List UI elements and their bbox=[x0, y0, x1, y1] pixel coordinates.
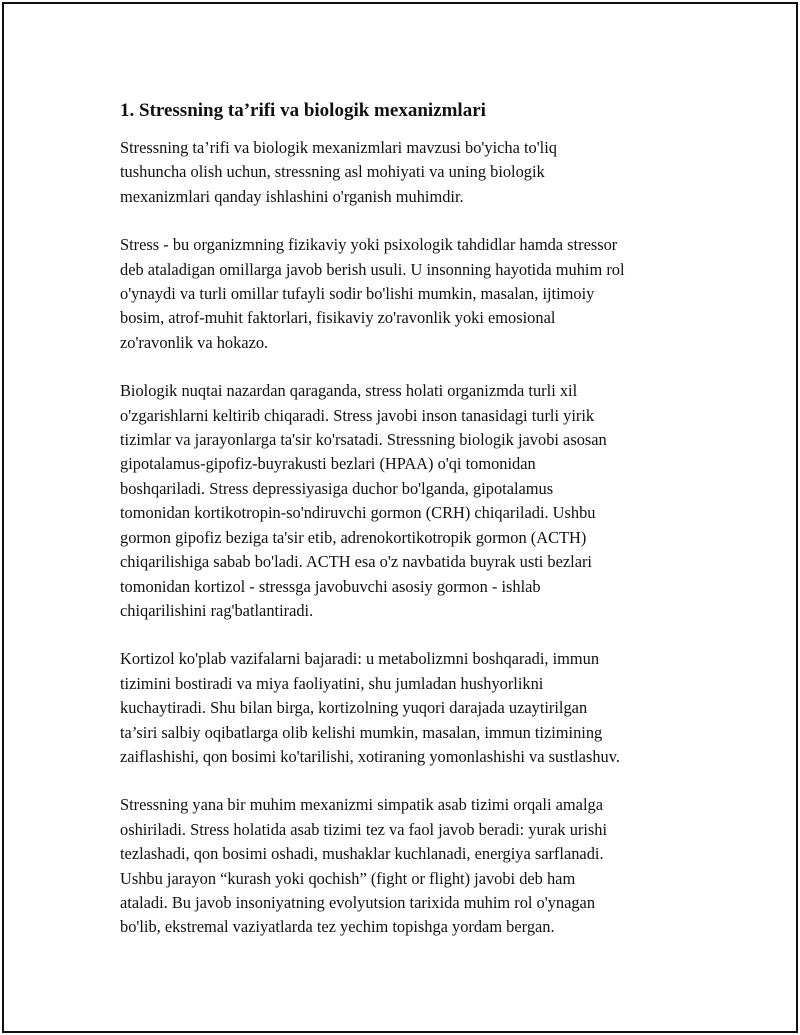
text-line: o'zgarishlarni keltirib chiqaradi. Stress javobi inson tanasidagi turli yirik bbox=[120, 405, 595, 425]
page-frame bbox=[2, 2, 798, 1033]
paragraph-intro bbox=[120, 136, 720, 209]
document-body bbox=[120, 98, 720, 940]
text-line: kuchaytiradi. Shu bilan birga, kortizolning yuqori darajada uzaytirilgan bbox=[120, 698, 588, 718]
text-line: tomonidan kortizol - stressga javobuvchi asosiy gormon - ishlab bbox=[120, 576, 541, 596]
text-line: ataladi. Bu javob insoniyatning evolyutsion tarixida muhim rol o'ynagan bbox=[120, 892, 596, 912]
text-line: tushuncha olish uchun, stressning asl mohiyati va uning biologik bbox=[120, 162, 545, 182]
text-line: tomonidan kortikotropin-so'ndiruvchi gormon (CRH) chiqariladi. Ushbu bbox=[120, 503, 596, 523]
text-line: boshqariladi. Stress depressiyasiga duchor bo'lganda, gipotalamus bbox=[120, 478, 554, 498]
text-line: Stressning yana bir muhim mexanizmi simpatik asab tizimi orqali amalga bbox=[120, 795, 603, 815]
paragraph-biological-view bbox=[120, 379, 720, 623]
text-line: Ushbu jarayon “kurash yoki qochish” (fight or flight) javobi deb ham bbox=[120, 868, 576, 888]
text-line: chiqarilishini rag'batlantiradi. bbox=[120, 600, 314, 620]
text-line: o'ynaydi va turli omillar tufayli sodir bo'lishi mumkin, masalan, ijtimoiy bbox=[120, 284, 595, 304]
paragraph-cortisol bbox=[120, 647, 720, 769]
text-line: mexanizmlari qanday ishlashini o'rganish muhimdir. bbox=[120, 186, 464, 206]
text-line: ta’siri salbiy oqibatlarga olib kelishi mumkin, masalan, immun tizimining bbox=[120, 722, 603, 742]
text-line: tizimini bostiradi va miya faoliyatini, shu jumladan hushyorlikni bbox=[120, 673, 544, 693]
text-line: Stress - bu organizmning fizikaviy yoki psixologik tahdidlar hamda stressor bbox=[120, 235, 618, 255]
text-line: gormon gipofiz beziga ta'sir etib, adrenokortikotropik gormon (ACTH) bbox=[120, 527, 587, 547]
section-heading: 1. Stressning ta’rifi va biologik mexanizmlari bbox=[120, 100, 486, 121]
text-line: Biologik nuqtai nazardan qaraganda, stress holati organizmda turli xil bbox=[120, 381, 578, 401]
text-line: Stressning ta’rifi va biologik mexanizmlari mavzusi bo'yicha to'liq bbox=[120, 138, 557, 157]
text-line: oshiriladi. Stress holatida asab tizimi tez va faol javob beradi: yurak urishi bbox=[120, 819, 608, 839]
text-line: deb ataladigan omillarga javob berish usuli. U insonning hayotida muhim rol bbox=[120, 259, 625, 279]
text-line: gipotalamus-gipofiz-buyrakusti bezlari (HPAA) o'qi tomonidan bbox=[120, 454, 536, 474]
text-line: bo'lib, ekstremal vaziyatlarda tez yechim topishga yordam bergan. bbox=[120, 917, 555, 937]
paragraph-stress-definition bbox=[120, 233, 720, 355]
text-line: chiqarilishiga sabab bo'ladi. ACTH esa o'z navbatida buyrak usti bezlari bbox=[120, 552, 592, 572]
text-line: bosim, atrof-muhit faktorlari, fisikaviy zo'ravonlik yoki emosional bbox=[120, 308, 556, 328]
text-line: tizimlar va jarayonlarga ta'sir ko'rsatadi. Stressning biologik javobi asosan bbox=[120, 430, 607, 450]
text-line: Kortizol ko'plab vazifalarni bajaradi: u metabolizmni boshqaradi, immun bbox=[120, 649, 600, 669]
paragraph-sympathetic-system bbox=[120, 793, 720, 939]
text-line: tezlashadi, qon bosimi oshadi, mushaklar kuchlanadi, energiya sarflanadi. bbox=[120, 844, 604, 864]
text-line: zaiflashishi, qon bosimi ko'tarilishi, xotiraning yomonlashishi va sustlashuv. bbox=[120, 746, 620, 766]
text-line: zo'ravonlik va hokazo. bbox=[120, 332, 269, 352]
